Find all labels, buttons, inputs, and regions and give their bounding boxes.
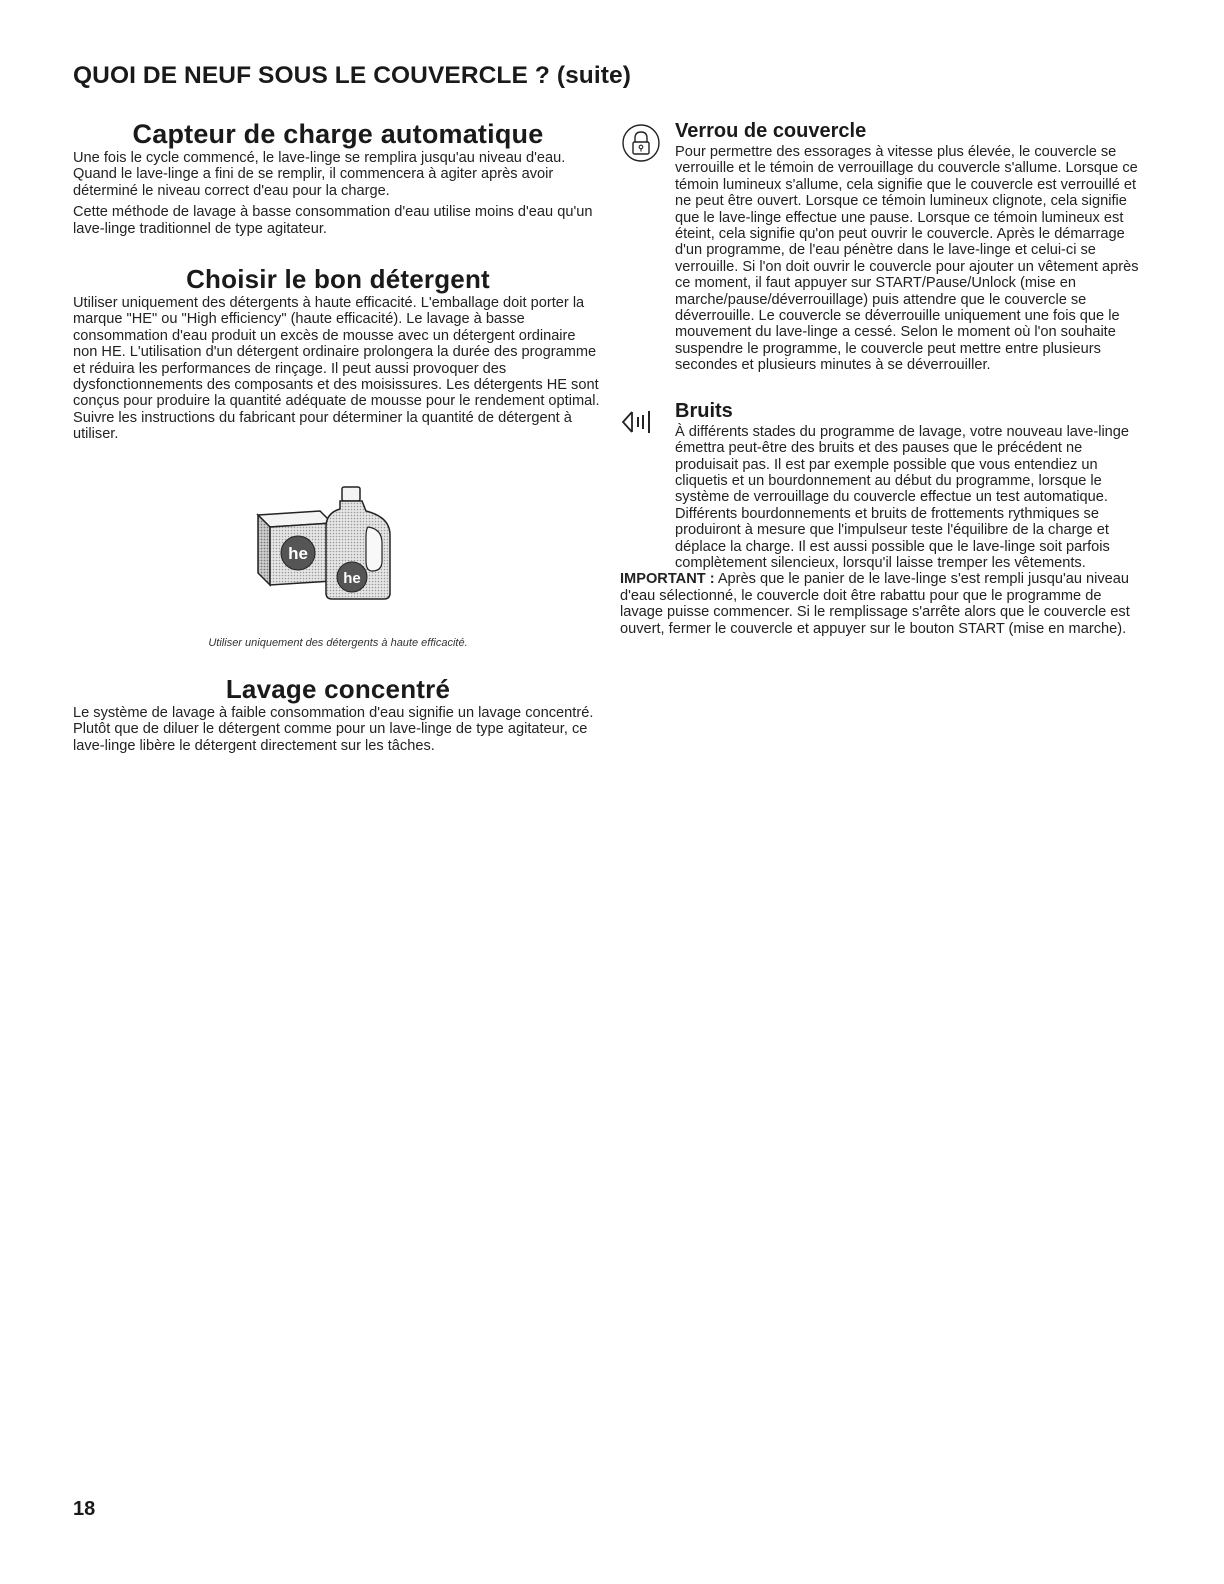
lock-icon [620, 122, 662, 164]
left-column [73, 118, 603, 754]
capteur-heading: Capteur de charge automatique [132, 119, 544, 149]
important-text: Après que le panier de le lave-linge s'est rempli jusqu'au niveau d'eau sélectionné, le couvercle doit être rabattu pour que le programme de lavage puisse commencer. Si le remplissage s'arrête alors que le couvercle est ouvert, fermer le couvercle et appuyer sur le bouton START (mise en marche). [620, 571, 1130, 637]
section-verrou [620, 118, 1145, 374]
right-column [620, 118, 1145, 637]
page-title: QUOI DE NEUF SOUS LE COUVERCLE ? (suite) [73, 62, 632, 89]
section-bruits [620, 398, 1145, 572]
sound-icon [620, 407, 664, 437]
section-detergent [73, 263, 603, 649]
verrou-paragraph: Pour permettre des essorages à vitesse plus élevée, le couvercle se verrouille et le témoin de verrouillage du couvercle s'allume. Lorsque ce témoin lumineux s'allume, cela signifie que le couvercle est verrouillé et ne peut être ouvert. Lorsque ce témoin lumineux clignote, cela signifie que le lave-linge effectue une pause. Lorsque ce témoin lumineux est éteint, cela signifie qu'on peut ouvrir le couvercle. Après le démarrage d'un programme, de l'eau pénètre dans le lave-linge et celui-ci se verrouille. Si l'on doit ouvrir le couvercle pour ajouter un vêtement après ce moment, il faut appuyer sur START/Pause/Unlock (mise en marche/pause/déverrouillage) puis attendre que le couvercle se déverrouille. Le couvercle se déverrouille uniquement une fois que le mouvement du lave-linge a cessé. Selon le moment où l'on souhaite suspendre le programme, le couvercle peut mettre entre plusieurs secondes et plusieurs minutes à se déverrouiller. [675, 144, 1139, 374]
verrou-heading: Verrou de couvercle [675, 120, 867, 142]
important-note [620, 571, 1145, 637]
capteur-paragraph-1: Une fois le cycle commencé, le lave-linge se remplira jusqu'au niveau d'eau. Quand le lave-linge a fini de se remplir, il commencera à agiter après avoir déterminé le niveau correct d'eau pour la charge. [73, 150, 566, 199]
lavage-paragraph: Le système de lavage à faible consommation d'eau signifie un lavage concentré. Plutôt que de diluer le détergent comme pour un lave-linge de type agitateur, ce lave-linge libère le détergent directement sur les tâches. [73, 704, 594, 754]
bottle-logo: he [343, 569, 361, 587]
detergent-illustration [73, 481, 603, 631]
section-lavage [73, 673, 603, 754]
illustration-caption: Utiliser uniquement des détergents à haute efficacité. [208, 636, 468, 649]
capteur-paragraph-2: Cette méthode de lavage à basse consommation d'eau utilise moins d'eau qu'un lave-linge traditionnel de type agitateur. [73, 204, 593, 237]
detergent-heading: Choisir le bon détergent [186, 264, 490, 295]
box-logo: he [288, 543, 308, 563]
detergent-paragraph: Utiliser uniquement des détergents à haute efficacité. L'emballage doit porter la marque "HE" ou "High efficiency" (haute efficacité). Le lavage à basse consommation d'eau produit un excès de mousse avec un détergent ordinaire non HE. L'utilisation d'un détergent ordinaire prolongera la durée des programme et réduira les performances de rinçage. Il peut aussi provoquer des dysfonctionnements des composants et des moisissures. Les détergents HE sont conçus pour produire la quantité adéquate de mousse pour le rendement optimal. Suivre les instructions du fabricant pour déterminer la quantité de détergent à utiliser. [73, 295, 600, 443]
page-number: 18 [73, 1498, 96, 1520]
he-detergent-icon [248, 481, 408, 605]
bruits-paragraph: À différents stades du programme de lavage, votre nouveau lave-linge émettra peut-être des bruits et des pauses que le précédent ne produisait pas. Il est par exemple possible que vous entendiez un cliquetis et un bourdonnement au début du programme, lorsque le système de verrouillage du couvercle effectue un test automatique. Différents bourdonnements et bruits de frottements rythmiques se produiront à mesure que l'impulseur teste l'équilibre de la charge et déplace la charge. Il est aussi possible que le lave-linge soit parfois complètement silencieux, lorsqu'il laisse tremper les vêtements. [675, 423, 1130, 571]
lavage-heading: Lavage concentré [225, 673, 451, 704]
section-capteur [73, 118, 603, 237]
bruits-heading: Bruits [675, 399, 733, 422]
important-label: IMPORTANT : [620, 571, 715, 588]
